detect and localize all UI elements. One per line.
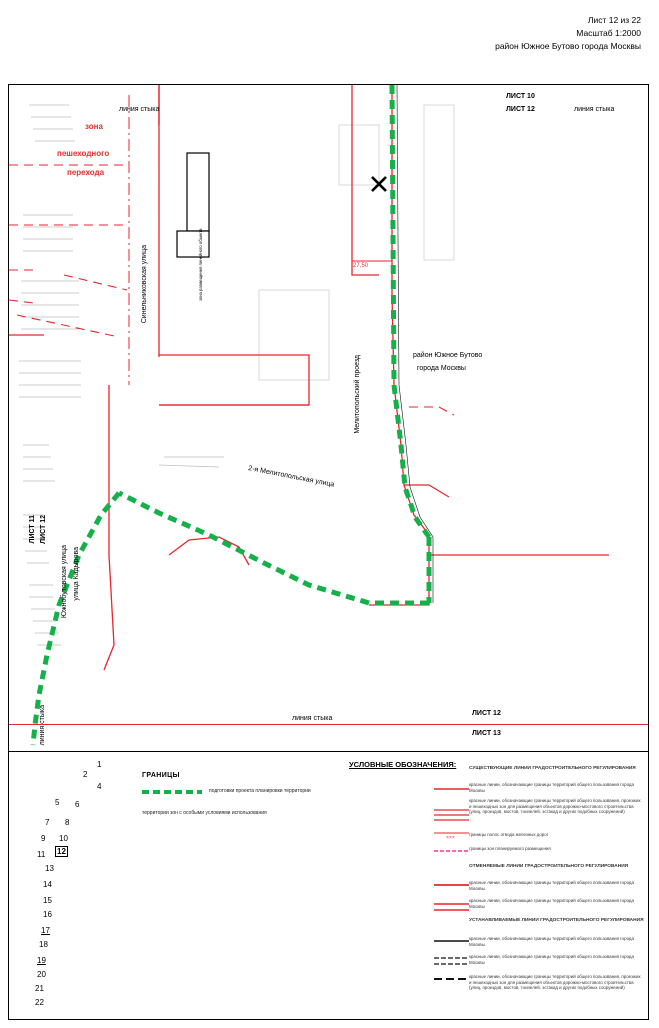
legend-section-2-item-0: красные линии, обозначающие границы территорий общего пользования города Москвы (469, 936, 634, 947)
index-cell-11[interactable]: 11 (37, 850, 46, 859)
map-label-crossing-2: перехода (67, 168, 105, 177)
legend-title: УСЛОВНЫЕ ОБОЗНАЧЕНИЯ: (349, 760, 457, 769)
map-label-sheet-11: ЛИСТ 11 (29, 515, 36, 544)
index-cell-5[interactable]: 5 (55, 798, 60, 807)
index-cell-6[interactable]: 6 (75, 800, 80, 809)
legend-sample-2-1 (434, 956, 469, 966)
legend-sample-1-1 (434, 902, 469, 912)
legend-borders-item-0: подготовки проекта планировки территории (209, 788, 311, 794)
index-cell-22[interactable]: 22 (35, 998, 44, 1007)
map-label-sheet-10: ЛИСТ 10 (506, 93, 535, 100)
index-cell-19[interactable]: 19 (37, 956, 46, 965)
index-cell-18[interactable]: 18 (39, 940, 48, 949)
legend-section-0-title: СУЩЕСТВУЮЩИЕ ЛИНИИ ГРАДОСТРОИТЕЛЬНОГО РЕГУЛИРОВАНИЯ (469, 766, 636, 771)
map-label-yuzhnobutovskaya: Южнобутовская улица (61, 545, 68, 619)
legend-borders-title: ГРАНИЦЫ (142, 772, 180, 779)
index-cell-20[interactable]: 20 (37, 970, 46, 979)
legend-borders-item-1: территории зон с особыми условиями использования (142, 810, 267, 816)
legend-sample-1-0 (434, 882, 469, 888)
index-cell-7[interactable]: 7 (45, 818, 50, 827)
map-label-dim-2750: 27,50 (353, 263, 369, 269)
map-label-district-2: города Москвы (417, 365, 466, 372)
map-label-2nd-melitopolskaya: 2-я Мелитопольская улица (247, 465, 335, 489)
map-label-crossing-1: пешеходного (57, 149, 110, 158)
legend-sample-0-1 (434, 808, 469, 822)
index-cell-8[interactable]: 8 (65, 818, 70, 827)
sheet-header (495, 14, 641, 53)
map-label-seam-top-right: линия стыка (574, 106, 615, 113)
map-label-district: район Южное Бутово (413, 352, 483, 359)
map-label-sheet-12-bottom: ЛИСТ 12 (472, 710, 501, 717)
legend-section-0-item-2: границы полос отвода железных дорог (469, 832, 549, 837)
legend-section-1-item-0: красные линии, обозначающие границы территорий общего пользования города Москвы (469, 880, 634, 891)
map-drawing (9, 85, 648, 751)
legend-section-2-item-2: красные линии, обозначающие границы территорий общего пользования, проезжих и пешеходных зон для размещения объектов дорожно-мостового строительства (улиц, проездов, мостов, тоннелей, эстакад и других подобных сооружений) (469, 974, 641, 991)
map-label-sheet-12-top: ЛИСТ 12 (506, 106, 535, 113)
index-cell-14[interactable]: 14 (43, 880, 52, 889)
map-label-stamp: зона размещения линейного объекта (198, 228, 203, 301)
header-sheet-number: Лист 12 из 22 (587, 15, 641, 25)
map-label-seam-left: линия стыка (39, 705, 46, 746)
index-cell-12-current[interactable]: 12 (57, 847, 66, 856)
index-cell-4[interactable]: 4 (97, 782, 102, 791)
header-scale: Масштаб 1:2000 (576, 28, 641, 38)
legend-section-2-title: УСТАНАВЛИВАЕМЫЕ ЛИНИИ ГРАДОСТРОИТЕЛЬНОГО РЕГУЛИРОВАНИЯ (469, 918, 644, 923)
seam-line-bottom (9, 724, 648, 725)
index-cell-13[interactable]: 13 (45, 864, 54, 873)
legend-sample-2-2 (434, 976, 469, 982)
legend-sample-2-0 (434, 938, 469, 944)
index-cell-21[interactable]: 21 (35, 984, 44, 993)
index-cell-16[interactable]: 16 (43, 910, 52, 919)
map-label-sheet-12-left: ЛИСТ 12 (40, 515, 47, 544)
index-cell-10[interactable]: 10 (59, 834, 68, 843)
legend-section-2-item-1: красные линии, обозначающие границы территорий общего пользования города Москвы (469, 954, 634, 965)
map-label-seam-bottom: линия стыка (292, 715, 333, 722)
index-cell-17[interactable]: 17 (41, 926, 50, 935)
legend-section-0-item-1: красные линии, обозначающие границы территорий общего пользования, проезжих и пешеходных зон для размещения объектов дорожно-мостового строительства (улиц, проездов, мостов, тоннелей, эстакад и других подобных сооружений) (469, 798, 641, 815)
legend-sample-project-boundary (142, 790, 202, 794)
legend-sample-0-2 (434, 832, 469, 840)
map-label-seam-top: линия стыка (119, 106, 160, 113)
legend-section-0-item-3: границы зон планируемого размещения (469, 846, 551, 851)
index-cell-1[interactable]: 1 (97, 760, 102, 769)
map-area (8, 84, 649, 752)
index-cell-9[interactable]: 9 (41, 834, 46, 843)
svg-text:×××: ××× (446, 835, 455, 840)
header-district: район Южное Бутово города Москвы (495, 41, 641, 51)
legend-area (8, 752, 649, 1020)
legend-section-1-title: ОТМЕНЯЕМЫЕ ЛИНИИ ГРАДОСТРОИТЕЛЬНОГО РЕГУЛИРОВАНИЯ (469, 864, 629, 869)
legend-sample-0-0 (434, 786, 469, 792)
map-label-sinelnikovskaya: Синельниковская улица (141, 245, 148, 324)
map-label-kadyrova: улица Кадырова (73, 547, 80, 601)
legend-section-0-item-0: красные линии, обозначающие границы территорий общего пользования города Москвы (469, 782, 634, 793)
index-cell-15[interactable]: 15 (43, 896, 52, 905)
legend-sample-0-3 (434, 848, 469, 854)
index-cell-2[interactable]: 2 (83, 770, 88, 779)
legend-section-1-item-1: красные линии, обозначающие границы территорий общего пользования города Москвы (469, 898, 634, 909)
map-label-sheet-13: ЛИСТ 13 (472, 730, 501, 737)
map-label-melitopolsky-proezd: Мелитопольский проезд (354, 355, 361, 434)
map-label-zone: зона (85, 122, 103, 131)
